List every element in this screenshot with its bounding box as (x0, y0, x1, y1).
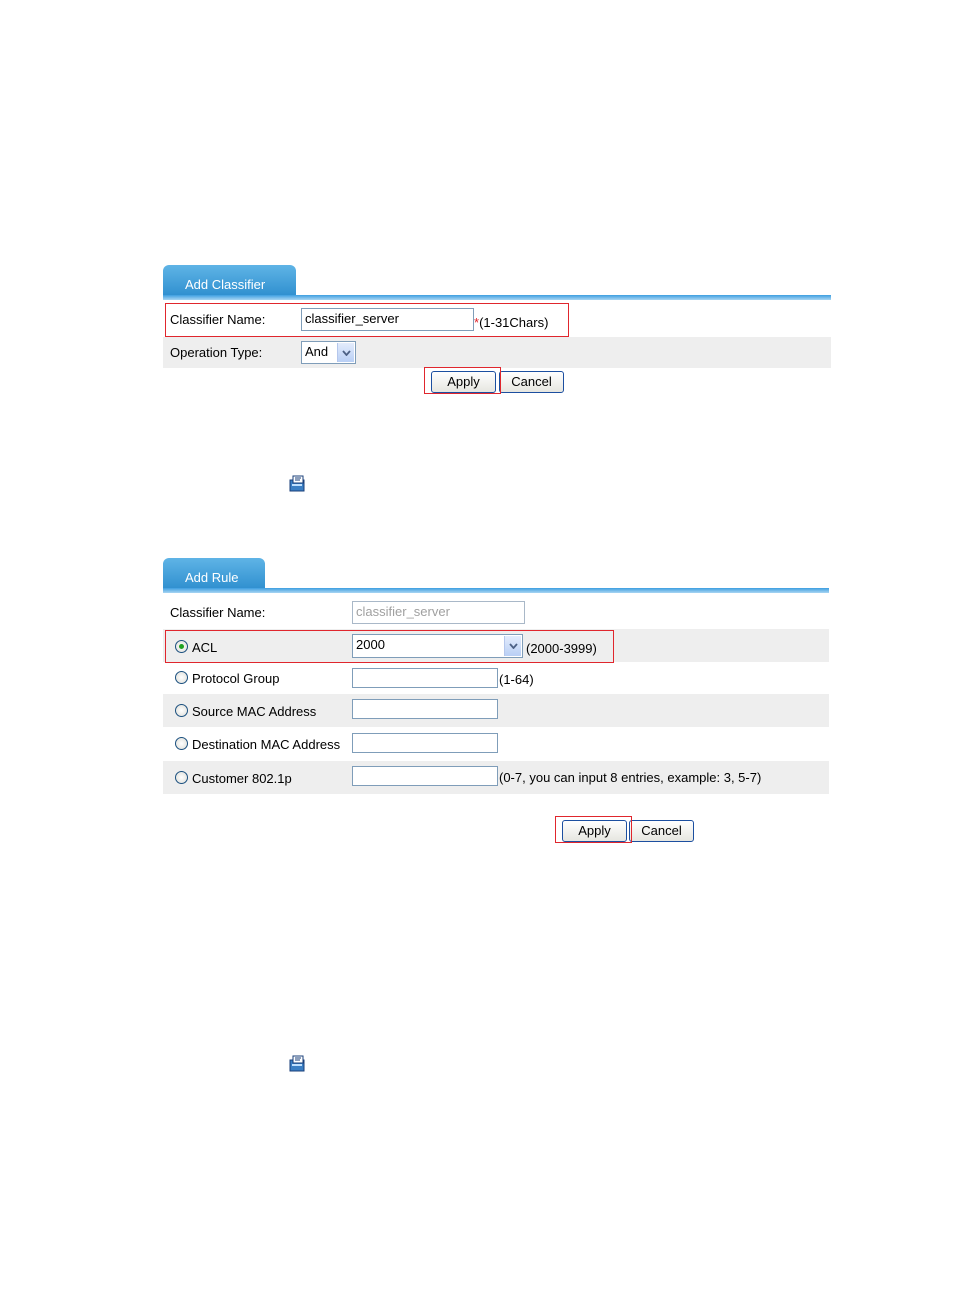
highlight-classifier-name (165, 303, 569, 337)
operation-type-select[interactable] (301, 341, 356, 364)
operation-type-label: Operation Type: (170, 345, 263, 360)
customer-8021p-radio[interactable] (175, 771, 188, 784)
rule-apply-button[interactable]: Apply (562, 820, 627, 842)
protocol-group-input[interactable] (352, 668, 498, 688)
destination-mac-label: Destination MAC Address (192, 737, 341, 752)
destination-mac-radio[interactable] (175, 737, 188, 750)
operation-type-value: And (305, 344, 329, 359)
classifier-apply-button[interactable]: Apply (431, 371, 496, 393)
source-mac-radio[interactable] (175, 704, 188, 717)
highlight-rule-apply (555, 816, 632, 843)
classifier-name-label: Classifier Name: (170, 312, 266, 327)
tab-add-rule-label: Add Rule (185, 570, 239, 585)
required-mark: * (474, 315, 480, 330)
destination-mac-input[interactable] (352, 733, 498, 753)
classifier-name-input[interactable]: classifier_server (301, 308, 474, 331)
acl-value: 2000 (356, 637, 385, 652)
rule-classifier-name-label: Classifier Name: (170, 605, 266, 620)
acl-hint: (2000-3999) (526, 641, 597, 656)
rule-classifier-name-input: classifier_server (352, 601, 525, 624)
rule-cancel-button[interactable]: Cancel (629, 820, 694, 842)
protocol-group-label: Protocol Group (192, 671, 280, 686)
operation-type-row (163, 337, 831, 368)
classifier-name-hint: *(1-31Chars) (474, 315, 549, 330)
tab-add-rule[interactable] (163, 558, 265, 592)
classifier-cancel-button[interactable]: Cancel (499, 371, 564, 393)
protocol-group-radio[interactable] (175, 671, 188, 684)
acl-label: ACL (192, 640, 218, 655)
highlight-classifier-apply (424, 367, 501, 394)
customer-8021p-label: Customer 802.1p (192, 771, 292, 786)
customer-8021p-hint: (0-7, you can input 8 entries, example: 3, 5-7) (499, 770, 762, 785)
tab-underline (163, 588, 829, 593)
chevron-down-icon[interactable] (337, 343, 354, 362)
highlight-acl (165, 630, 614, 663)
customer-8021p-input[interactable] (352, 766, 498, 786)
source-mac-label: Source MAC Address (192, 704, 317, 719)
config-icon[interactable] (287, 473, 307, 493)
tab-add-classifier-label: Add Classifier (185, 277, 266, 292)
config-icon[interactable] (287, 1053, 307, 1073)
tab-underline (163, 295, 831, 300)
tab-add-classifier[interactable] (163, 265, 296, 299)
source-mac-input[interactable] (352, 699, 498, 719)
protocol-group-hint: (1-64) (499, 672, 534, 687)
